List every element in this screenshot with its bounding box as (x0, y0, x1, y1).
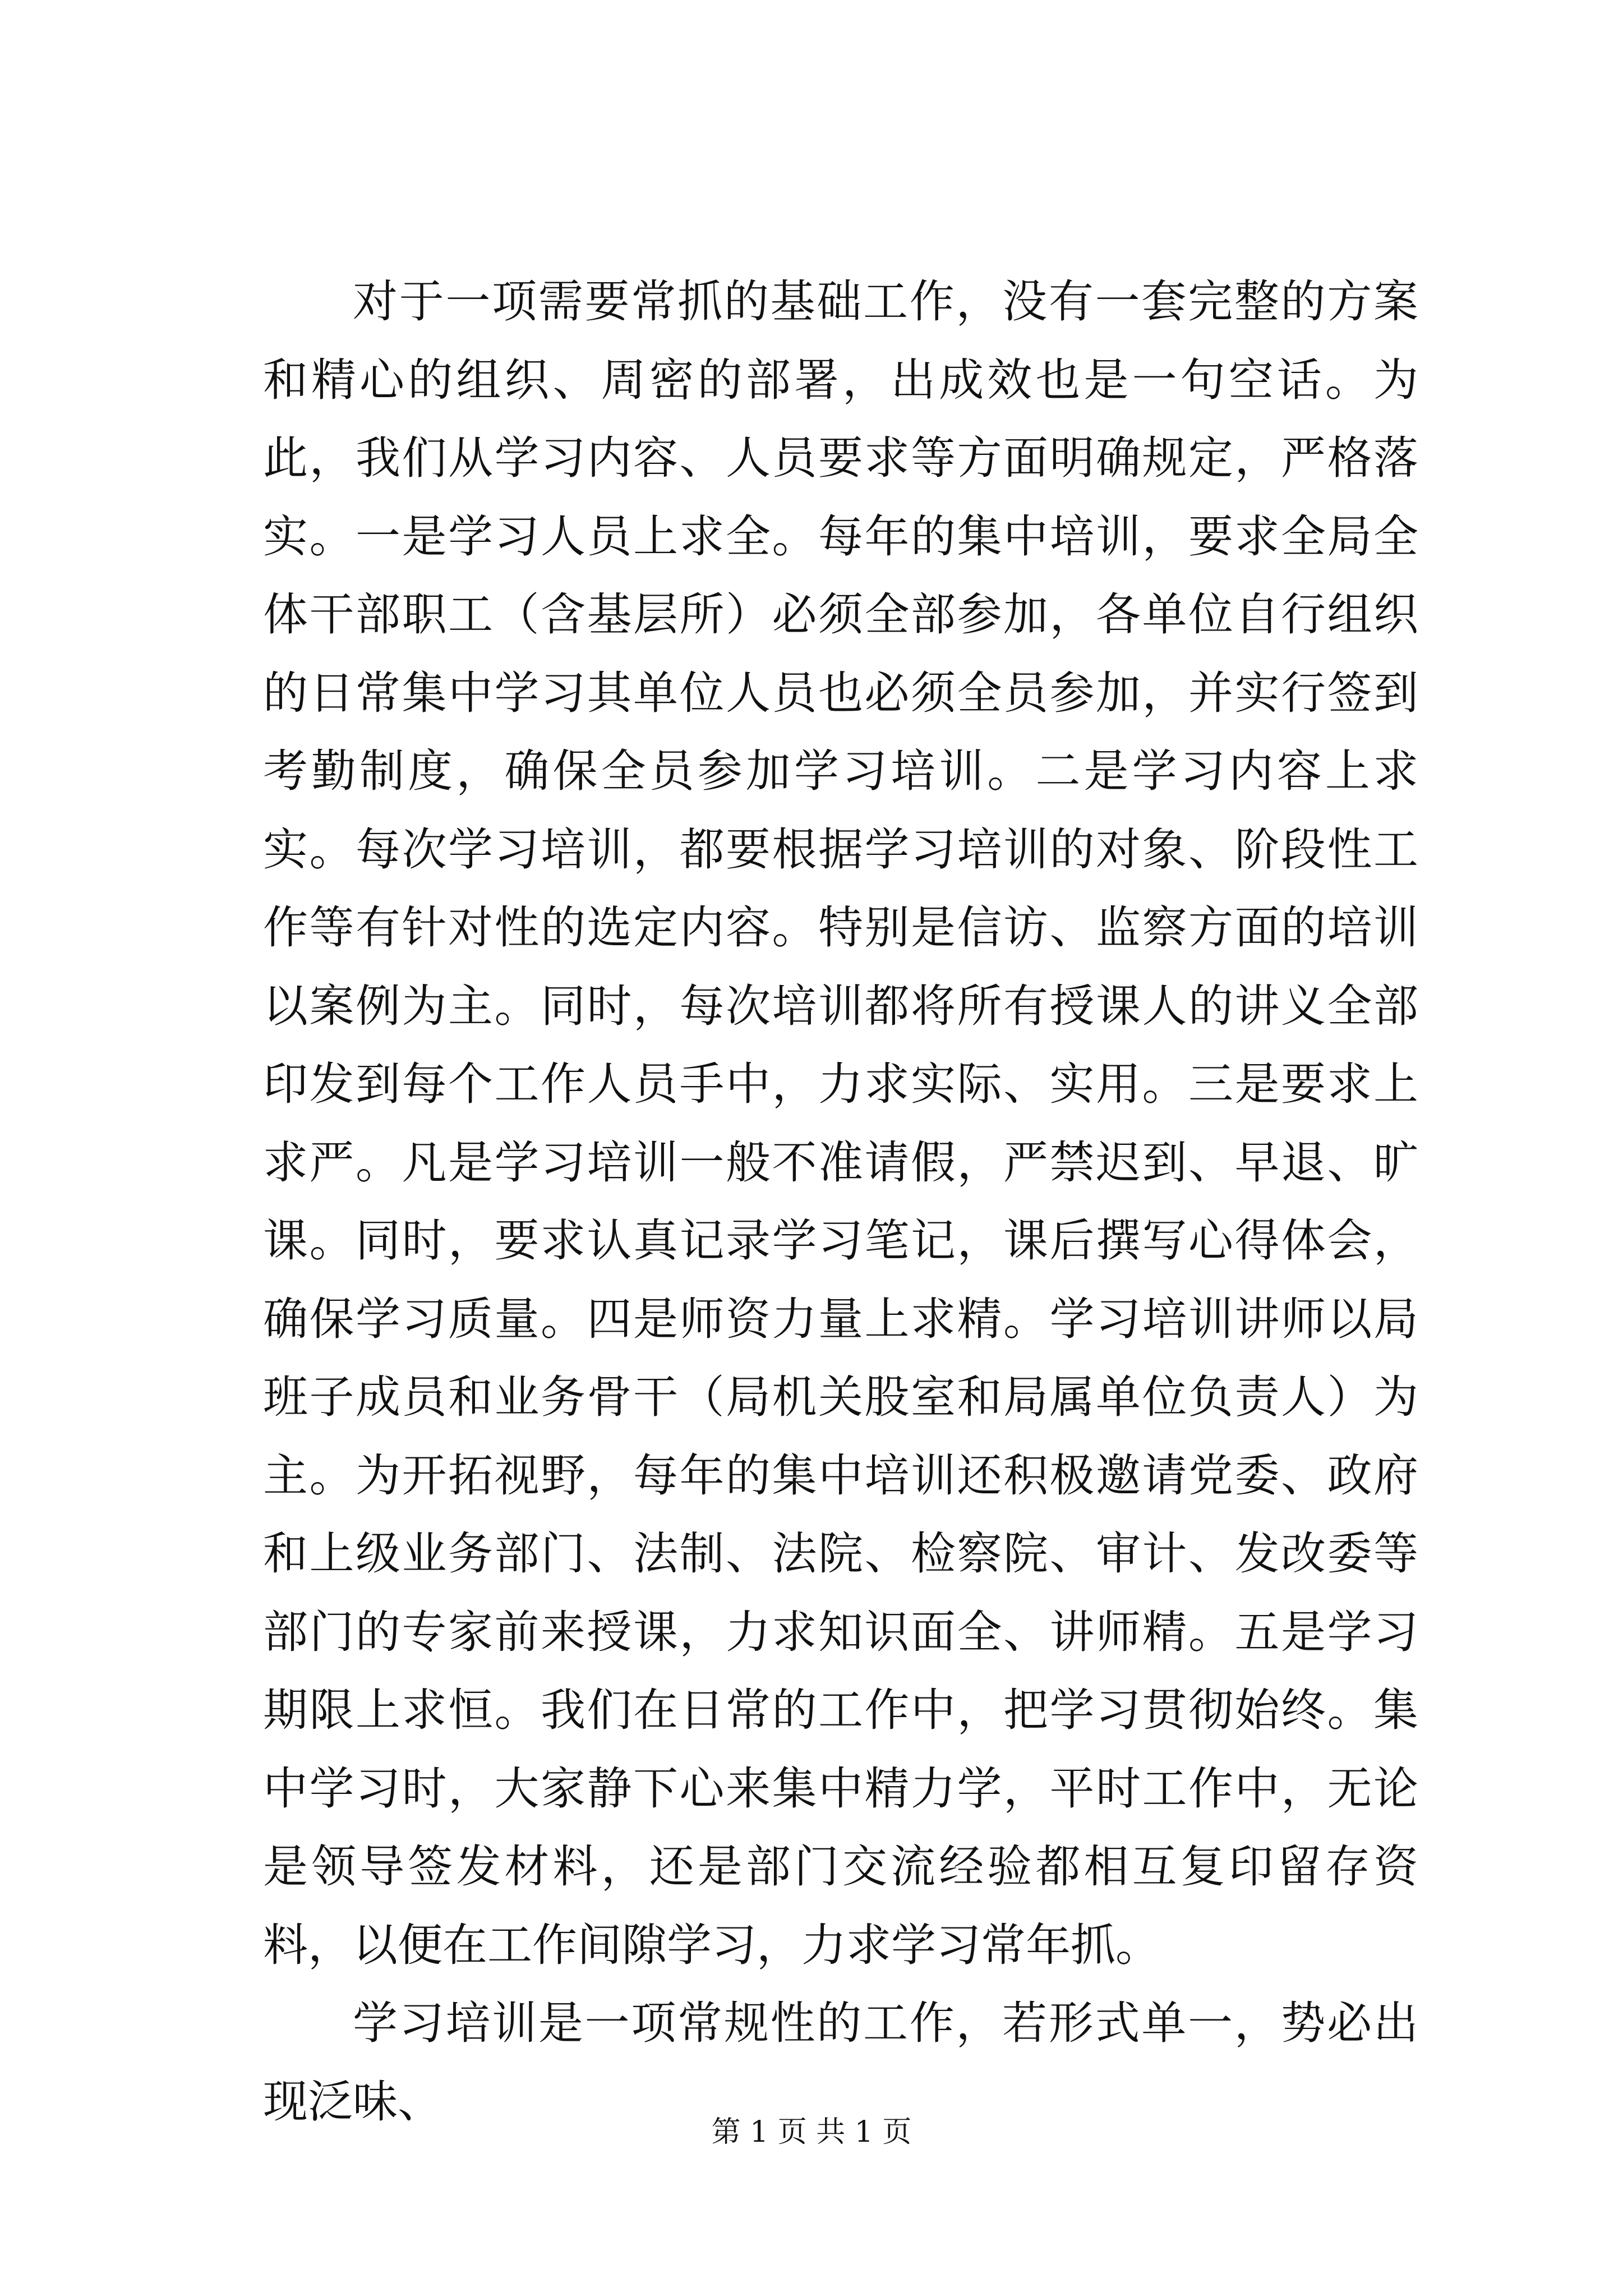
paragraph-2: 学习培训是一项常规性的工作，若形式单一，势必出现泛味、 (263, 1997, 1418, 2128)
paragraph-1: 对于一项需要常抓的基础工作，没有一套完整的方案和精心的组织、周密的部署，出成效也是一句空话。为此，我们从学习内容、人员要求等方面明确规定，严格落实。一是学习人员上求全。每年的集中培训，要求全局全体干部职工（含基层所）必须全部参加，各单位自行组织的日常集中学习其单位人员也必须全员参加，并实行签到考勤制度，确保全员参加学习培训。二是学习内容上求实。每次学习培训，都要根据学习培训的对象、阶段性工作等有针对性的选定内容。特别是信访、监察方面的培训以案例为主。同时，每次培训都将所有授课人的讲义全部印发到每个工作人员手中，力求实际、实用。三是要求上求严。凡是学习培训一般不准请假，严禁迟到、早退、旷课。同时，要求认真记录学习笔记，课后撰写心得体会，确保学习质量。四是师资力量上求精。学习培训讲师以局班子成员和业务骨干（局机关股室和局属单位负责人）为主。为开拓视野，每年的集中培训还积极邀请党委、政府和上级业务部门、法制、法院、检察院、审计、发改委等部门的专家前来授课，力求知识面全、讲师精。五是学习期限上求恒。我们在日常的工作中，把学习贯彻始终。集中学习时，大家静下心来集中精力学，平时工作中，无论是领导签发材料，还是部门交流经验都相互复印留存资料，以便在工作间隙学习，力求学习常年抓。 (263, 275, 1418, 1971)
document-body (263, 263, 1418, 2141)
page-footer: 第 1 页 共 1 页 (711, 2115, 912, 2149)
